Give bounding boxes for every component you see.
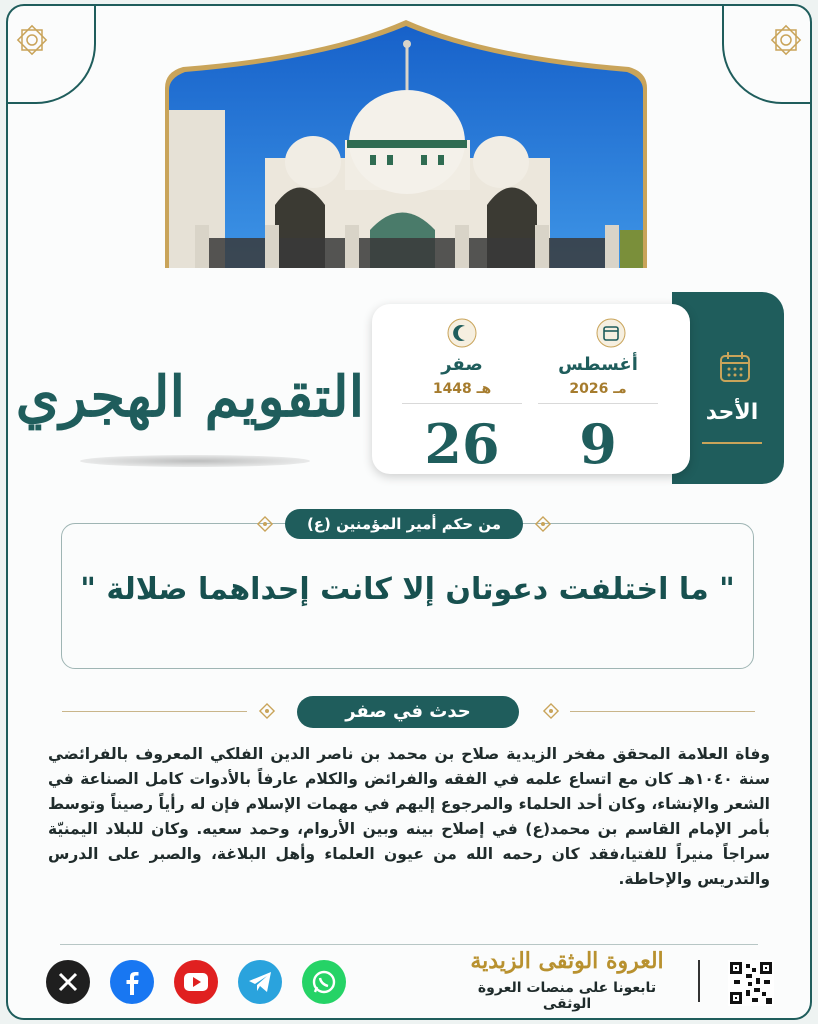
- divider: [698, 960, 700, 1002]
- page-title: [15, 318, 365, 458]
- weekday-name: الأحد: [705, 400, 759, 425]
- rosette-icon: [766, 20, 806, 60]
- ornament-icon: [534, 515, 552, 533]
- ornament-icon: [256, 515, 274, 533]
- weekday-underline: [702, 442, 762, 444]
- divider: [402, 403, 522, 404]
- date-card: [372, 292, 784, 484]
- quote-source-badge: من حكم أمير المؤمنين (ع): [285, 509, 523, 539]
- hijri-month: صفر: [441, 354, 483, 375]
- hijri-day: 26: [424, 412, 500, 476]
- follow-text: تابعونا على منصات العروة الوثقى: [477, 980, 657, 1012]
- hijri-date: [402, 354, 522, 476]
- facebook-icon[interactable]: [110, 960, 154, 1004]
- qr-code-icon: [728, 960, 774, 1006]
- calendar-icon: [718, 350, 752, 384]
- telegram-icon[interactable]: [238, 960, 282, 1004]
- crescent-icon: [447, 318, 477, 348]
- youtube-icon[interactable]: [174, 960, 218, 1004]
- divider: [538, 403, 658, 404]
- x-icon[interactable]: [46, 960, 90, 1004]
- rosette-icon: [12, 20, 52, 60]
- event-section-badge: حدث في صفر: [297, 696, 519, 728]
- divider: [60, 944, 758, 945]
- brand-logo: العروة الوثقى الزيدية: [470, 948, 664, 974]
- quote-text: " ما اختلفت دعوتان إلا كانت إحداهما ضلالة ": [80, 572, 735, 607]
- brand-block: [452, 948, 682, 1012]
- ornament-icon: [542, 702, 560, 720]
- hijri-year: 1448 هـ: [432, 381, 492, 397]
- date-panel: [372, 304, 690, 474]
- gregorian-date: [528, 354, 668, 476]
- gregorian-day: 9: [579, 412, 617, 476]
- svg-text:التقويم الهجري: التقويم الهجري: [15, 364, 365, 430]
- divider: [62, 711, 247, 712]
- whatsapp-icon[interactable]: [302, 960, 346, 1004]
- mosque-photo: [165, 20, 647, 268]
- gregorian-month: أغسطس: [558, 354, 638, 375]
- gregorian-year: 2026 مـ: [569, 381, 627, 397]
- divider: [570, 711, 755, 712]
- ornament-icon: [258, 702, 276, 720]
- calendar-icon: [596, 318, 626, 348]
- event-description: وفاة العلامة المحقق مفخر الزيدية صلاح بن محمد بن ناصر الدين الفلكي المعروف بالفرائضي سنة ١٠٤٠هـ كان مع اتساع علمه في الفقه والفرائض والكلام عارفاً بالأدوات كامل الصناعة في الشعر والإنشاء، وكان أحد الحلماء والمرجوع إليهم في مهمات الإسلام فإن له رأياً رصيناً وتوسط بأمر الإمام القاسم بن محمد(ع) في إصلاح بينه وبين الأروام، وحمد سعيه. وكان للبلاد اليمنيّة سراجاً منيراً للفتيا،فقد كان رحمه الله من عيون العلماء وأهل البلاغة، والصبر على الدرس والتدريس والإحاطة.: [48, 745, 770, 888]
- title-shadow: [80, 455, 310, 467]
